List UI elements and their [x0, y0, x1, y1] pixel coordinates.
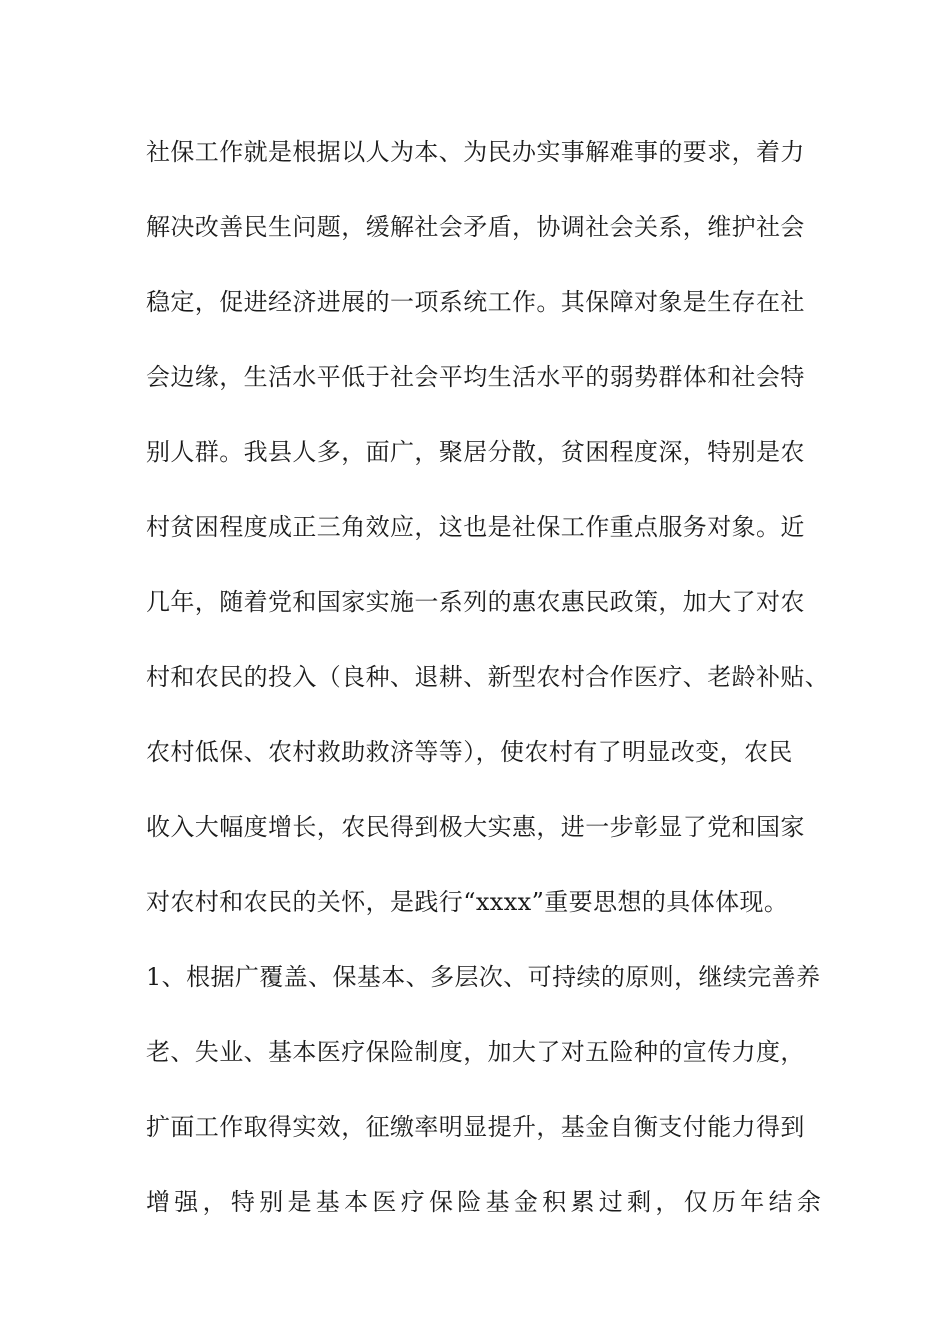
text-line-6: 村贫困程度成正三角效应，这也是社保工作重点服务对象。近: [146, 513, 805, 541]
text-line-13: 老、失业、基本医疗保险制度，加大了对五险种的宣传力度，: [146, 1038, 805, 1066]
text-line-14: 扩面工作取得实效，征缴率明显提升，基金自衡支付能力得到: [146, 1113, 805, 1141]
text-line-15: 增强，特别是基本医疗保险基金积累过剩，仅历年结余: [146, 1188, 826, 1216]
text-line-1: 社保工作就是根据以人为本、为民办实事解难事的要求，着力: [146, 138, 805, 166]
text-line-5: 别人群。我县人多，面广，聚居分散，贫困程度深，特别是农: [146, 438, 805, 466]
text-line-7: 几年，随着党和国家实施一系列的惠农惠民政策，加大了对农: [146, 588, 805, 616]
text-line-2: 解决改善民生问题，缓解社会矛盾，协调社会关系，维护社会: [146, 213, 805, 241]
text-line-11: 对农村和农民的关怀，是践行“xxxx”重要思想的具体体现。: [146, 888, 789, 916]
text-line-3: 稳定，促进经济进展的一项系统工作。其保障对象是生存在社: [146, 288, 805, 316]
text-line-9: 农村低保、农村救助救济等等），使农村有了明显改变，农民: [146, 738, 793, 766]
text-line-4: 会边缘，生活水平低于社会平均生活水平的弱势群体和社会特: [146, 363, 805, 391]
text-line-12: 1、根据广覆盖、保基本、多层次、可持续的原则，继续完善养: [146, 963, 821, 991]
text-line-10: 收入大幅度增长，农民得到极大实惠，进一步彰显了党和国家: [146, 813, 805, 841]
text-line-8: 村和农民的投入（良种、退耕、新型农村合作医疗、老龄补贴、: [146, 663, 830, 691]
